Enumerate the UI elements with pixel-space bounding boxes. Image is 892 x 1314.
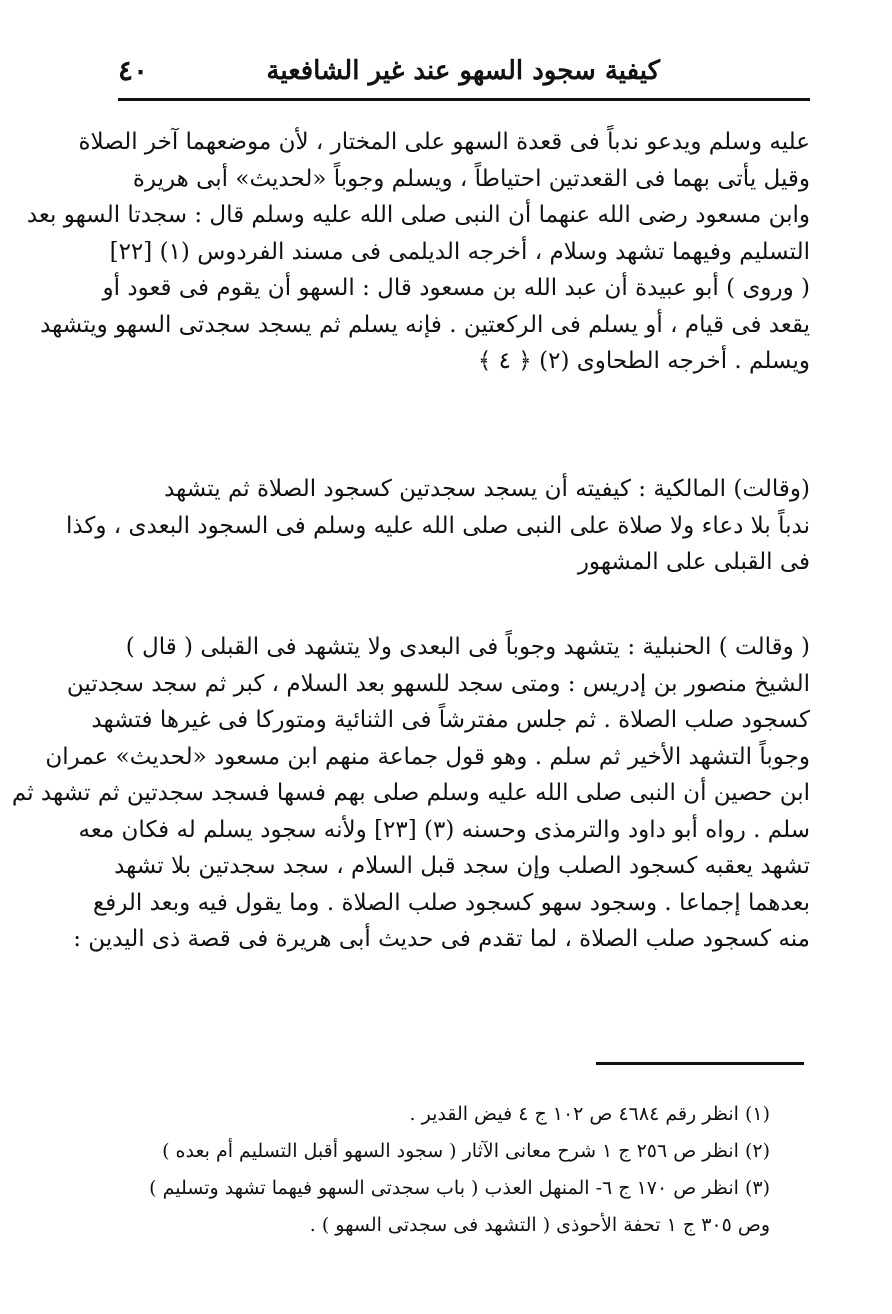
text-line: بعدهما إجماعا . وسجود سهو كسجود صلب الصلاة . وما يقول فيه وبعد الرفع (92, 889, 810, 916)
text-line: فى القبلى على المشهور (577, 549, 810, 575)
page-header (118, 52, 810, 92)
text-line: منه كسجود صلب الصلاة ، لما تقدم فى حديث أبى هريرة فى قصة ذى اليدين : (73, 926, 810, 952)
footnote-divider (596, 1062, 804, 1065)
text-line: التسليم وفيهما تشهد وسلام ، أخرجه الديلمى فى مسند الفردوس (١) [٢٢] (109, 238, 810, 265)
footnotes (130, 1096, 770, 1244)
text-line: تشهد يعقبه كسجود الصلب وإن سجد قبل السلام ، سجد سجدتين بلا تشهد (114, 853, 810, 879)
text-line: يقعد فى قيام ، أو يسلم فى الركعتين . فإنه يسلم ثم يسجد سجدتى السهو ويتشهد (40, 311, 810, 338)
text-line: ( وروى ) أبو عبيدة أن عبد الله بن مسعود قال : السهو أن يقوم فى قعود أو (102, 275, 810, 301)
paragraph-2 (65, 471, 810, 581)
text-line: ندباً بلا دعاء ولا صلاة على النبى صلى الله عليه وسلم فى السجود البعدى ، وكذا (65, 512, 810, 539)
text-line: ( وقالت ) الحنبلية : يتشهد وجوباً فى البعدى ولا يتشهد فى القبلى ( قال ) (125, 634, 810, 660)
text-line: عليه وسلم ويدعو ندباً فى قعدة السهو على المختار ، لأن موضعهما آخر الصلاة (78, 129, 810, 155)
paragraph-1 (26, 124, 810, 380)
footnote-1: (١) انظر رقم ٤٦٨٤ ص ١٠٢ ج ٤ فيض القدير . (409, 1103, 770, 1125)
text-line: كسجود صلب الصلاة . ثم جلس مفترشاً فى الثنائية ومتوركا فى غيرها فتشهد (91, 707, 810, 733)
text-line: (وقالت) المالكية : كيفيته أن يسجد سجدتين كسجود الصلاة ثم يتشهد (164, 476, 810, 502)
text-line: وجوباً التشهد الأخير ثم سلم . وهو قول جماعة منهم ابن مسعود «لحديث» عمران (45, 743, 810, 770)
paragraph-3 (11, 629, 810, 958)
footnote-3-continued: وص ٣٠٥ ج ١ تحفة الأحوذى ( التشهد فى سجدتى السهو ) . (309, 1214, 770, 1236)
running-title: كيفية سجود السهو عند غير الشافعية (266, 56, 660, 86)
footnote-3: (٣) انظر ص ١٧٠ ج ٦- المنهل العذب ( باب سجدتى السهو فيهما تشهد وتسليم ) (149, 1177, 770, 1199)
text-line: سلم . رواه أبو داود والترمذى وحسنه (٣) [٢٣] ولأنه سجود يسلم له فكان معه (78, 816, 810, 843)
text-line: ابن حصين أن النبى صلى الله عليه وسلم صلى بهم فسها فسجد سجدتين ثم تشهد ثم (11, 780, 810, 806)
text-line: وابن مسعود رضى الله عنهما أن النبى صلى الله عليه وسلم قال : سجدتا السهو بعد (26, 202, 810, 228)
page-number: ٤٠ (118, 54, 149, 87)
text-line: وقيل يأتى بهما فى القعدتين احتياطاً ، ويسلم وجوباً «لحديث» أبى هريرة (132, 165, 810, 192)
footnote-2: (٢) انظر ص ٢٥٦ ج ١ شرح معانى الآثار ( سجود السهو أقبل التسليم أم بعده ) (162, 1140, 770, 1162)
header-divider (118, 98, 810, 101)
text-line: ويسلم . أخرجه الطحاوى (٢) ﴿ ٤ ﴾ (477, 348, 810, 374)
text-line: الشيخ منصور بن إدريس : ومتى سجد للسهو بعد السلام ، كبر ثم سجد سجدتين (66, 670, 810, 697)
